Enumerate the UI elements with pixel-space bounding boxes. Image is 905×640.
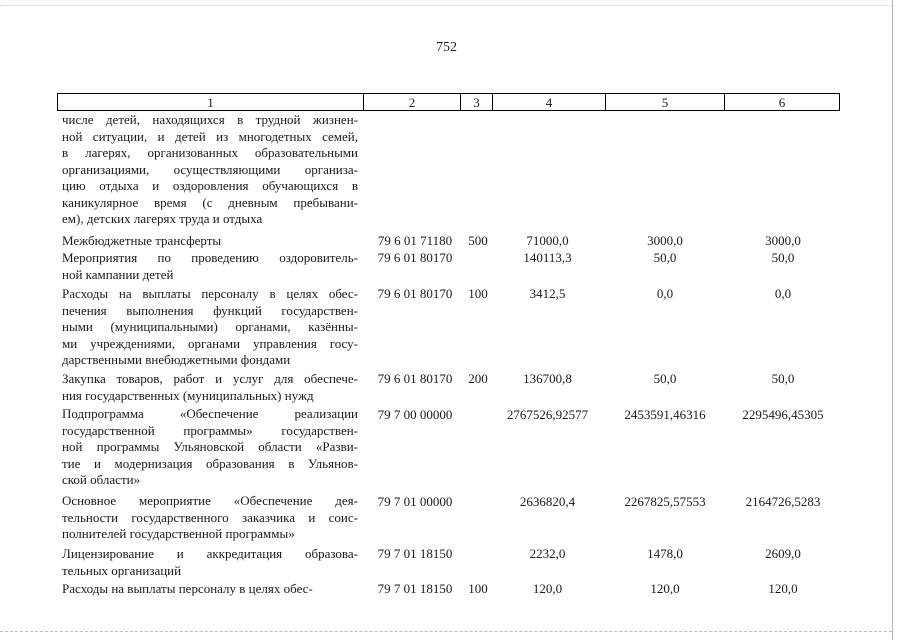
row-code: 79 6 01 80170 — [377, 250, 453, 265]
row-value-5: 50,0 — [653, 250, 677, 265]
row-code: 79 6 01 71180 — [377, 233, 453, 248]
page-edge-bottom — [0, 631, 892, 632]
row-value-6: 3000,0 — [765, 233, 801, 248]
col-header-5 — [605, 93, 725, 111]
row-type: 500 — [468, 233, 488, 248]
row-description — [62, 581, 358, 598]
col-header-4 — [492, 93, 606, 111]
row-value-4: 2636820,4 — [519, 494, 576, 509]
row-type: 100 — [468, 286, 488, 301]
row-value-5: 1478,0 — [647, 546, 683, 561]
row-description-line: Расходы на выплаты персоналу в целях обес- — [62, 286, 358, 301]
row-value-5: 50,0 — [653, 371, 677, 386]
col-header-label: 1 — [207, 95, 214, 110]
row-description-line: ной ситуации, и детей из многодетных семей, — [62, 128, 358, 144]
row-code: 79 7 01 00000 — [377, 494, 453, 509]
row-description-line: ной кампании детей — [62, 266, 174, 282]
row-value-5: 2267825,57553 — [624, 494, 706, 509]
row-description — [62, 406, 358, 489]
row-description-line: ской области» — [62, 472, 141, 487]
row-value-4: 136700,8 — [523, 371, 572, 386]
row-description — [62, 546, 358, 579]
row-description-line: ем), детских лагерях труда и отдыха — [62, 211, 263, 226]
row-value-6: 2609,0 — [765, 546, 801, 561]
row-code: 79 7 00 00000 — [377, 407, 453, 422]
row-value-6: 2295496,45305 — [742, 407, 824, 422]
row-code: 79 6 01 80170 — [377, 371, 453, 386]
row-description-line: дарственными внебюджетными фондами — [62, 352, 291, 367]
row-description-line: полнителей государственной программы» — [62, 526, 295, 541]
col-header-1 — [57, 93, 364, 111]
row-value-6: 2164726,5283 — [745, 494, 821, 509]
row-code: 79 6 01 80170 — [377, 286, 453, 301]
row-description-line: Лицензирование и аккредитация образова- — [62, 546, 358, 561]
row-description-line: Основное мероприятие «Обеспечение дея- — [62, 493, 358, 508]
row-description-line: тельности государственного заказчика и соис- — [62, 509, 358, 525]
page-edge-right — [892, 0, 893, 640]
row-description — [62, 371, 358, 404]
row-value-6: 50,0 — [771, 371, 795, 386]
row-value-4: 3412,5 — [529, 286, 566, 301]
row-value-5: 0,0 — [656, 286, 674, 301]
row-value-4: 2232,0 — [529, 546, 566, 561]
row-description — [62, 233, 358, 250]
row-code: 79 7 01 18150 — [377, 581, 453, 596]
row-description-line: Межбюджетные трансферты — [62, 233, 222, 248]
row-description-line: тельных организаций — [62, 562, 182, 578]
row-description-line: государственной программы» государствен- — [62, 422, 358, 438]
row-description-line: Расходы на выплаты персоналу в целях обес- — [62, 581, 313, 596]
row-description-line: организациями, осуществляющими организа- — [62, 161, 358, 177]
row-type: 100 — [468, 581, 488, 596]
row-description-line: Мероприятия по проведению оздоровитель- — [62, 250, 358, 265]
page-number: 752 — [436, 40, 457, 55]
row-description-line: ной программы Ульяновской области «Разви- — [62, 439, 358, 454]
row-description-line: в лагерях, организованных образовательными — [62, 145, 358, 160]
row-description — [62, 493, 358, 543]
row-value-5: 2453591,46316 — [624, 407, 706, 422]
row-value-4: 71000,0 — [526, 233, 569, 248]
row-description-line: ми учреждениями, органами управления госу- — [62, 335, 358, 351]
row-description-line: Закупка товаров, работ и услуг для обеспече- — [62, 371, 358, 386]
row-value-6: 0,0 — [774, 286, 792, 301]
row-value-6: 120,0 — [768, 581, 798, 596]
row-value-5: 3000,0 — [647, 233, 683, 248]
row-description — [62, 250, 358, 283]
row-description-line: тие и модернизация образования в Ульянов- — [62, 455, 358, 471]
col-header-label: 6 — [778, 95, 786, 110]
col-header-3 — [460, 93, 493, 111]
row-description-line: каникулярное время (с дневным пребывани- — [62, 194, 358, 210]
row-description-line: Подпрограмма «Обеспечение реализации — [62, 406, 358, 421]
row-description-line: ния государственных (муниципальных) нужд — [62, 387, 314, 403]
col-header-label: 4 — [545, 95, 553, 110]
row-value-4: 120,0 — [532, 581, 563, 596]
row-type: 200 — [468, 371, 488, 386]
col-header-label: 3 — [473, 95, 480, 110]
row-value-5: 120,0 — [650, 581, 680, 596]
row-description-line: числе детей, находящихся в трудной жизнен- — [62, 112, 358, 127]
row-value-6: 50,0 — [771, 250, 795, 265]
col-header-2 — [363, 93, 461, 111]
col-header-6 — [724, 93, 840, 111]
row-value-4: 140113,3 — [523, 250, 572, 265]
row-description — [62, 286, 358, 369]
row-description — [62, 112, 358, 228]
row-description-line: ными (муниципальными) органами, казённы- — [62, 319, 358, 334]
row-description-line: цию отдыха и оздоровления обучающихся в — [62, 178, 358, 193]
row-code: 79 7 01 18150 — [377, 546, 453, 561]
row-description-line: печения выполнения функций государствен- — [62, 302, 358, 318]
page-edge-top — [0, 5, 892, 6]
col-header-label: 2 — [408, 95, 416, 110]
row-value-4: 2767526,92577 — [506, 407, 589, 422]
col-header-label: 5 — [661, 95, 669, 110]
